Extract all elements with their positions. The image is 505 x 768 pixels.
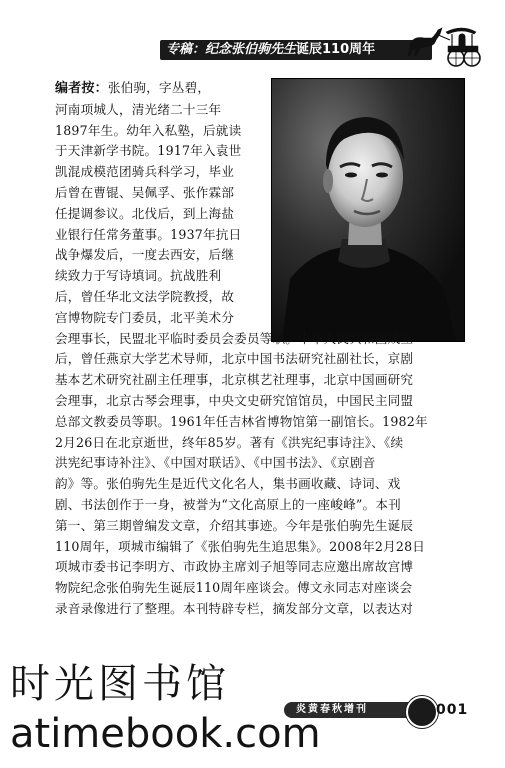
text-line: 项城市委书记李明方、市政协主席刘子旭等同志应邀出席故宫博	[55, 559, 414, 575]
text-line: 基本艺术研究社副主任理事，北京棋艺社理事，北京中国画研究	[55, 372, 414, 388]
text-line: 续致力于写诗填词。抗战胜利	[55, 268, 222, 284]
text-line: 洪宪纪事诗补注》、《中国对联话》、《中国书法》、《京剧音	[55, 455, 376, 471]
text-line: 战争爆发后，一度去西安，后继	[55, 247, 235, 263]
header-title-tail: 诞辰110周年	[296, 42, 376, 57]
text-line: 110周年，项城市编辑了《张伯驹先生追思集》。2008年2月28日	[55, 538, 426, 554]
text-line: 后，曾任华北文法学院教授，故	[55, 288, 235, 304]
magazine-name: 炎黄春秋增刊	[296, 704, 368, 715]
page-number: 001	[436, 702, 469, 718]
text-line: 2月26日在北京逝世，终年85岁。著有《洪宪纪事诗注》、《续	[55, 434, 404, 450]
text-line: 后曾在曹锟、吴佩孚、张作霖部	[55, 184, 235, 200]
text-line: 任提调参议。北伐后，到上海盐	[55, 205, 235, 221]
watermark-url: atimebook.com	[10, 711, 321, 757]
text-line: 后，曾任燕京大学艺术导师，北京中国书法研究社副社长，京剧	[55, 351, 414, 367]
text-line-content: 张伯驹，字丛碧，	[107, 80, 211, 95]
text-line: 1897年生。幼年入私塾，后就读	[55, 122, 242, 138]
text-line: 会理事，北京古琴会理事，中央文史研究馆馆员，中国民主同盟	[55, 392, 414, 408]
text-line: 剧、书法创作于一身，被誉为“文化高原上的一座峻峰”。本刊	[55, 496, 401, 512]
text-line: 物院纪念张伯驹先生诞辰110周年座谈会。傅文永同志对座谈会	[55, 580, 413, 596]
text-line: 韵》等。张伯驹先生是近代文化名人，集书画收藏、诗词、戏	[55, 476, 401, 492]
watermark-chinese: 时光图书馆	[10, 661, 230, 707]
text-line: 业银行任常务董事。1937年抗日	[55, 226, 242, 242]
article-body	[55, 78, 463, 620]
text-line: 凯混成模范团骑兵科学习，毕业	[55, 164, 235, 180]
text-line: 于天津新学书院。1917年入袁世	[55, 143, 242, 159]
text-line: 录音录像进行了整理。本刊特辟专栏，摘发部分文章，以表达对	[55, 600, 414, 616]
header-title-lead: 专稿：纪念张伯驹先生	[166, 42, 297, 57]
text-line	[55, 78, 261, 100]
text-line: 第一、第三期曾编发文章，介绍其事迹。今年是张伯驹先生诞辰	[55, 517, 414, 533]
text-line: 总部文教委员等职。1961年任吉林省博物馆第一副馆长。1982年	[55, 413, 428, 429]
emblem-icon	[406, 696, 438, 728]
text-line: 河南项城人，清光绪二十三年	[55, 101, 222, 117]
editor-note-label: 编者按：	[55, 81, 108, 96]
text-line: 宫博物院专门委员，北平美术分	[55, 309, 235, 325]
horse-chariot-icon	[406, 22, 484, 68]
header-title	[166, 41, 375, 59]
text-line: 会理事长，民盟北平临时委员会委员等职。中华人民共和国成立	[55, 330, 414, 346]
intro-column	[55, 78, 261, 329]
